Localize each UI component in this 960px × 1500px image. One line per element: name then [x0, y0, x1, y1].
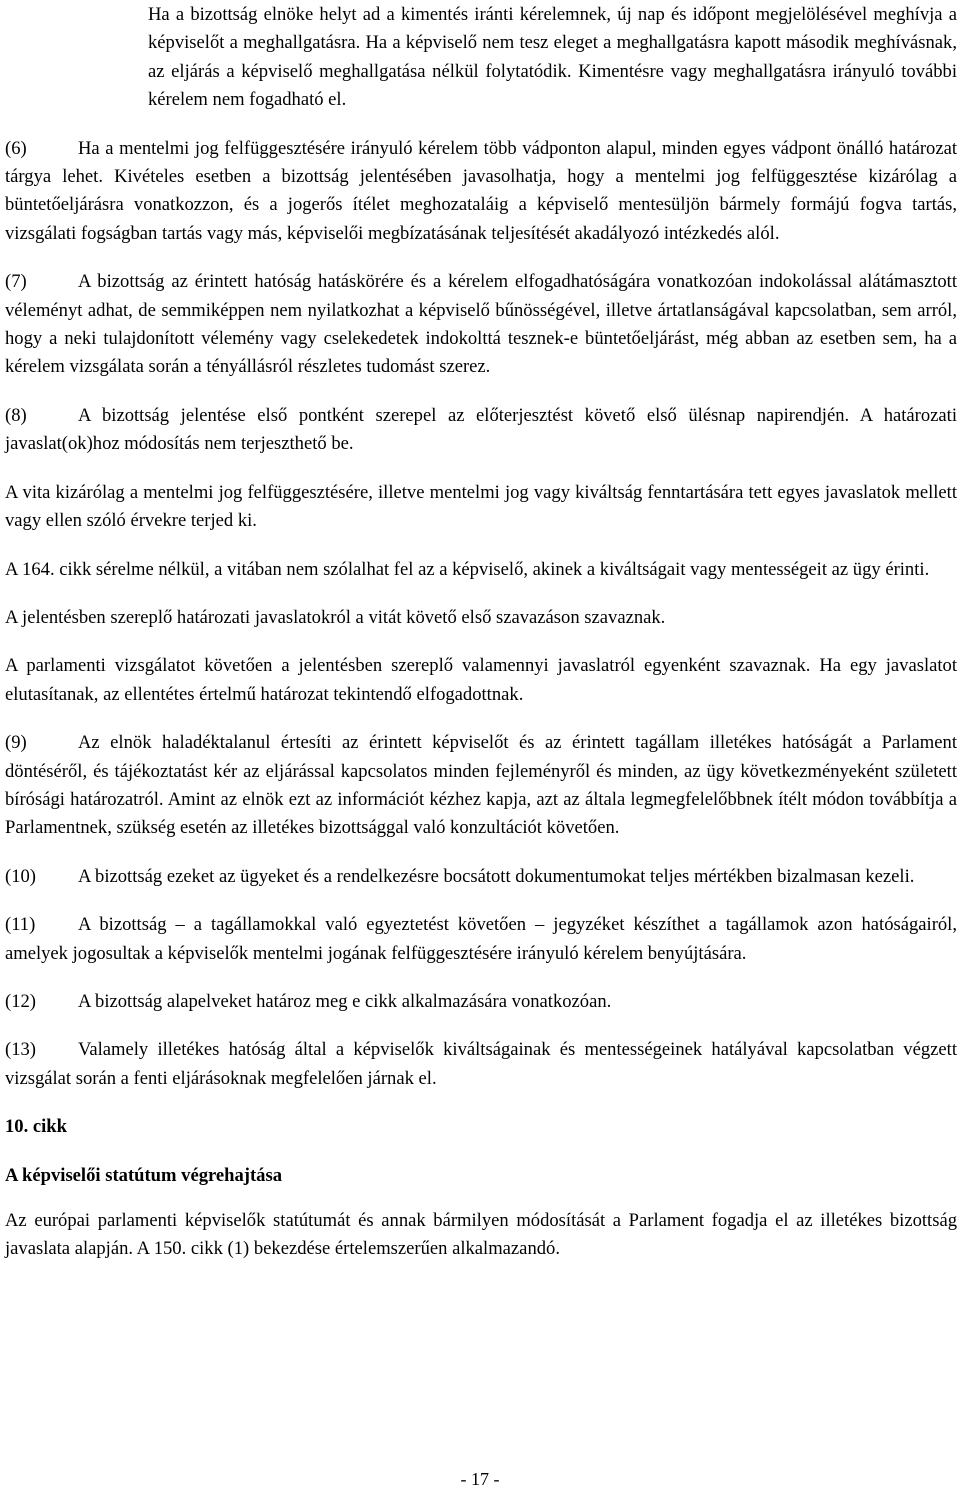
- paragraph-10: [5, 863, 957, 891]
- paragraph-number: (10): [5, 865, 36, 887]
- paragraph-number: (12): [5, 990, 36, 1012]
- paragraph-continuation: Ha a bizottság elnöke helyt ad a kimentés iránti kérelemnek, új nap és időpont megjelölésével meghívja a képviselőt a meghallgatásra. Ha a képviselő nem tesz eleget a meghallgatásra kapott második meghívásnak, az eljárás a képviselő meghallgatása nélkül folytatódik. Kimentésre vagy meghallgatásra irányuló további kérelem nem fogadható el.: [148, 4, 957, 111]
- paragraph-text: Valamely illetékes hatóság által a képviselők kiváltságainak és mentességeinek hatályával kapcsolatban végzett vizsgálat során a fenti eljárásoknak megfelelően járnak el.: [5, 1039, 957, 1089]
- paragraph-text: A bizottság – a tagállamokkal való egyeztetést követően – jegyzéket készíthet a tagállamok azon hatóságairól, amelyek jogosultak a képviselők mentelmi jogának felfüggesztésére irányuló kérelem benyújtására.: [5, 914, 957, 964]
- article-number-heading: 10. cikk: [5, 1116, 67, 1138]
- paragraph-text: Ha a mentelmi jog felfüggesztésére irányuló kérelem több vádponton alapul, minden egyes vádpont önálló határozat tárgya lehet. Kivételes esetben a bizottság jelentésében javasolhatja, hogy a mentelmi jog felfüggesztése kizárólag a büntetőeljárásra vonatkozzon, és a jogerős ítélet meghozataláig a képviselő mentesüljön bármely formájú fogva tartás, vizsgálati fogságban tartás vagy más, képviselői megbízatásának teljesítését akadályozó intézkedés alól.: [5, 137, 957, 244]
- paragraph-12: [5, 988, 957, 1016]
- paragraph-number: (6): [5, 137, 27, 159]
- paragraph-text: A bizottság jelentése első pontként szerepel az előterjesztést követő első ülésnap napirendjén. A határozati javaslat(ok)hoz módosítás nem terjeszthető be.: [5, 404, 957, 455]
- paragraph-6: [5, 135, 957, 249]
- paragraph-text: A bizottság ezeket az ügyeket és a rendelkezésre bocsátott dokumentumokat teljes mértékben bizalmasan kezeli.: [78, 865, 915, 887]
- paragraph-debate-scope: A vita kizárólag a mentelmi jog felfüggesztésére, illetve mentelmi jog vagy kiváltság fenntartására tett egyes javaslatok mellett vagy ellen szóló érvekre terjed ki.: [5, 481, 957, 532]
- paragraph-number: (9): [5, 732, 27, 754]
- paragraph-7: [5, 268, 957, 382]
- paragraph-13: [5, 1036, 957, 1093]
- paragraph-8: [5, 402, 957, 459]
- paragraph-9: [5, 729, 957, 843]
- paragraph-number: (8): [5, 404, 27, 426]
- paragraph-text: A bizottság alapelveket határoz meg e cikk alkalmazására vonatkozóan.: [78, 990, 612, 1012]
- paragraph-vote-timing: A jelentésben szereplő határozati javaslatokról a vitát követő első szavazáson szavaznak.: [5, 606, 666, 628]
- article-body: Az európai parlamenti képviselők statútumát és annak bármilyen módosítását a Parlament fogadja el az illetékes bizottság javaslata alapján. A 150. cikk (1) bekezdése értelemszerűen alkalmazandó.: [5, 1210, 957, 1260]
- paragraph-number: (11): [5, 914, 36, 936]
- paragraph-number: (7): [5, 271, 27, 293]
- paragraph-11: [5, 911, 957, 968]
- document-page: [5, 1, 957, 1264]
- paragraph-number: (13): [5, 1039, 36, 1061]
- paragraph-text: A bizottság az érintett hatóság hatáskörére és a kérelem elfogadhatóságára vonatkozóan indokolással alátámasztott véleményt adhat, de semmiképpen nem nyilatkozhat a képviselő bűnösségével, illetve ártatlanságával kapcsolatban, sem arról, hogy a neki tulajdonított vélemény vagy cselekedetek indokolttá tesznek-e büntetőeljárást, még abban az esetben sem, ha a kérelem vizsgálata során a tényállásról részletes tudomást szerez.: [5, 271, 957, 378]
- paragraph-text: Az elnök haladéktalanul értesíti az érintett képviselőt és az érintett tagállam illetékes hatóságát a Parlament döntéséről, és tájékoztatást kér az eljárással kapcsolatos minden fejleményről és minden, az ügy következményeként született bírósági határozatról. Amint az elnök ezt az információt kézhez kapja, azt az általa legmegfelelőbbnek ítélt módon továbbítja a Parlamentnek, szükség esetén az illetékes bizottsággal való konzultációt követően.: [5, 732, 957, 839]
- page-number: - 17 -: [460, 1469, 500, 1489]
- article-title-heading: A képviselői statútum végrehajtása: [5, 1164, 283, 1186]
- paragraph-speaking-restriction: A 164. cikk sérelme nélkül, a vitában nem szólalhat fel az a képviselő, akinek a kiváltságait vagy mentességeit az ügy érinti.: [5, 558, 930, 580]
- paragraph-vote-procedure: A parlamenti vizsgálatot követően a jelentésben szereplő valamennyi javaslatról egyenként szavaznak. Ha egy javaslatot elutasítanak, az ellentétes értelmű határozat tekintendő elfogadottnak.: [5, 655, 957, 705]
